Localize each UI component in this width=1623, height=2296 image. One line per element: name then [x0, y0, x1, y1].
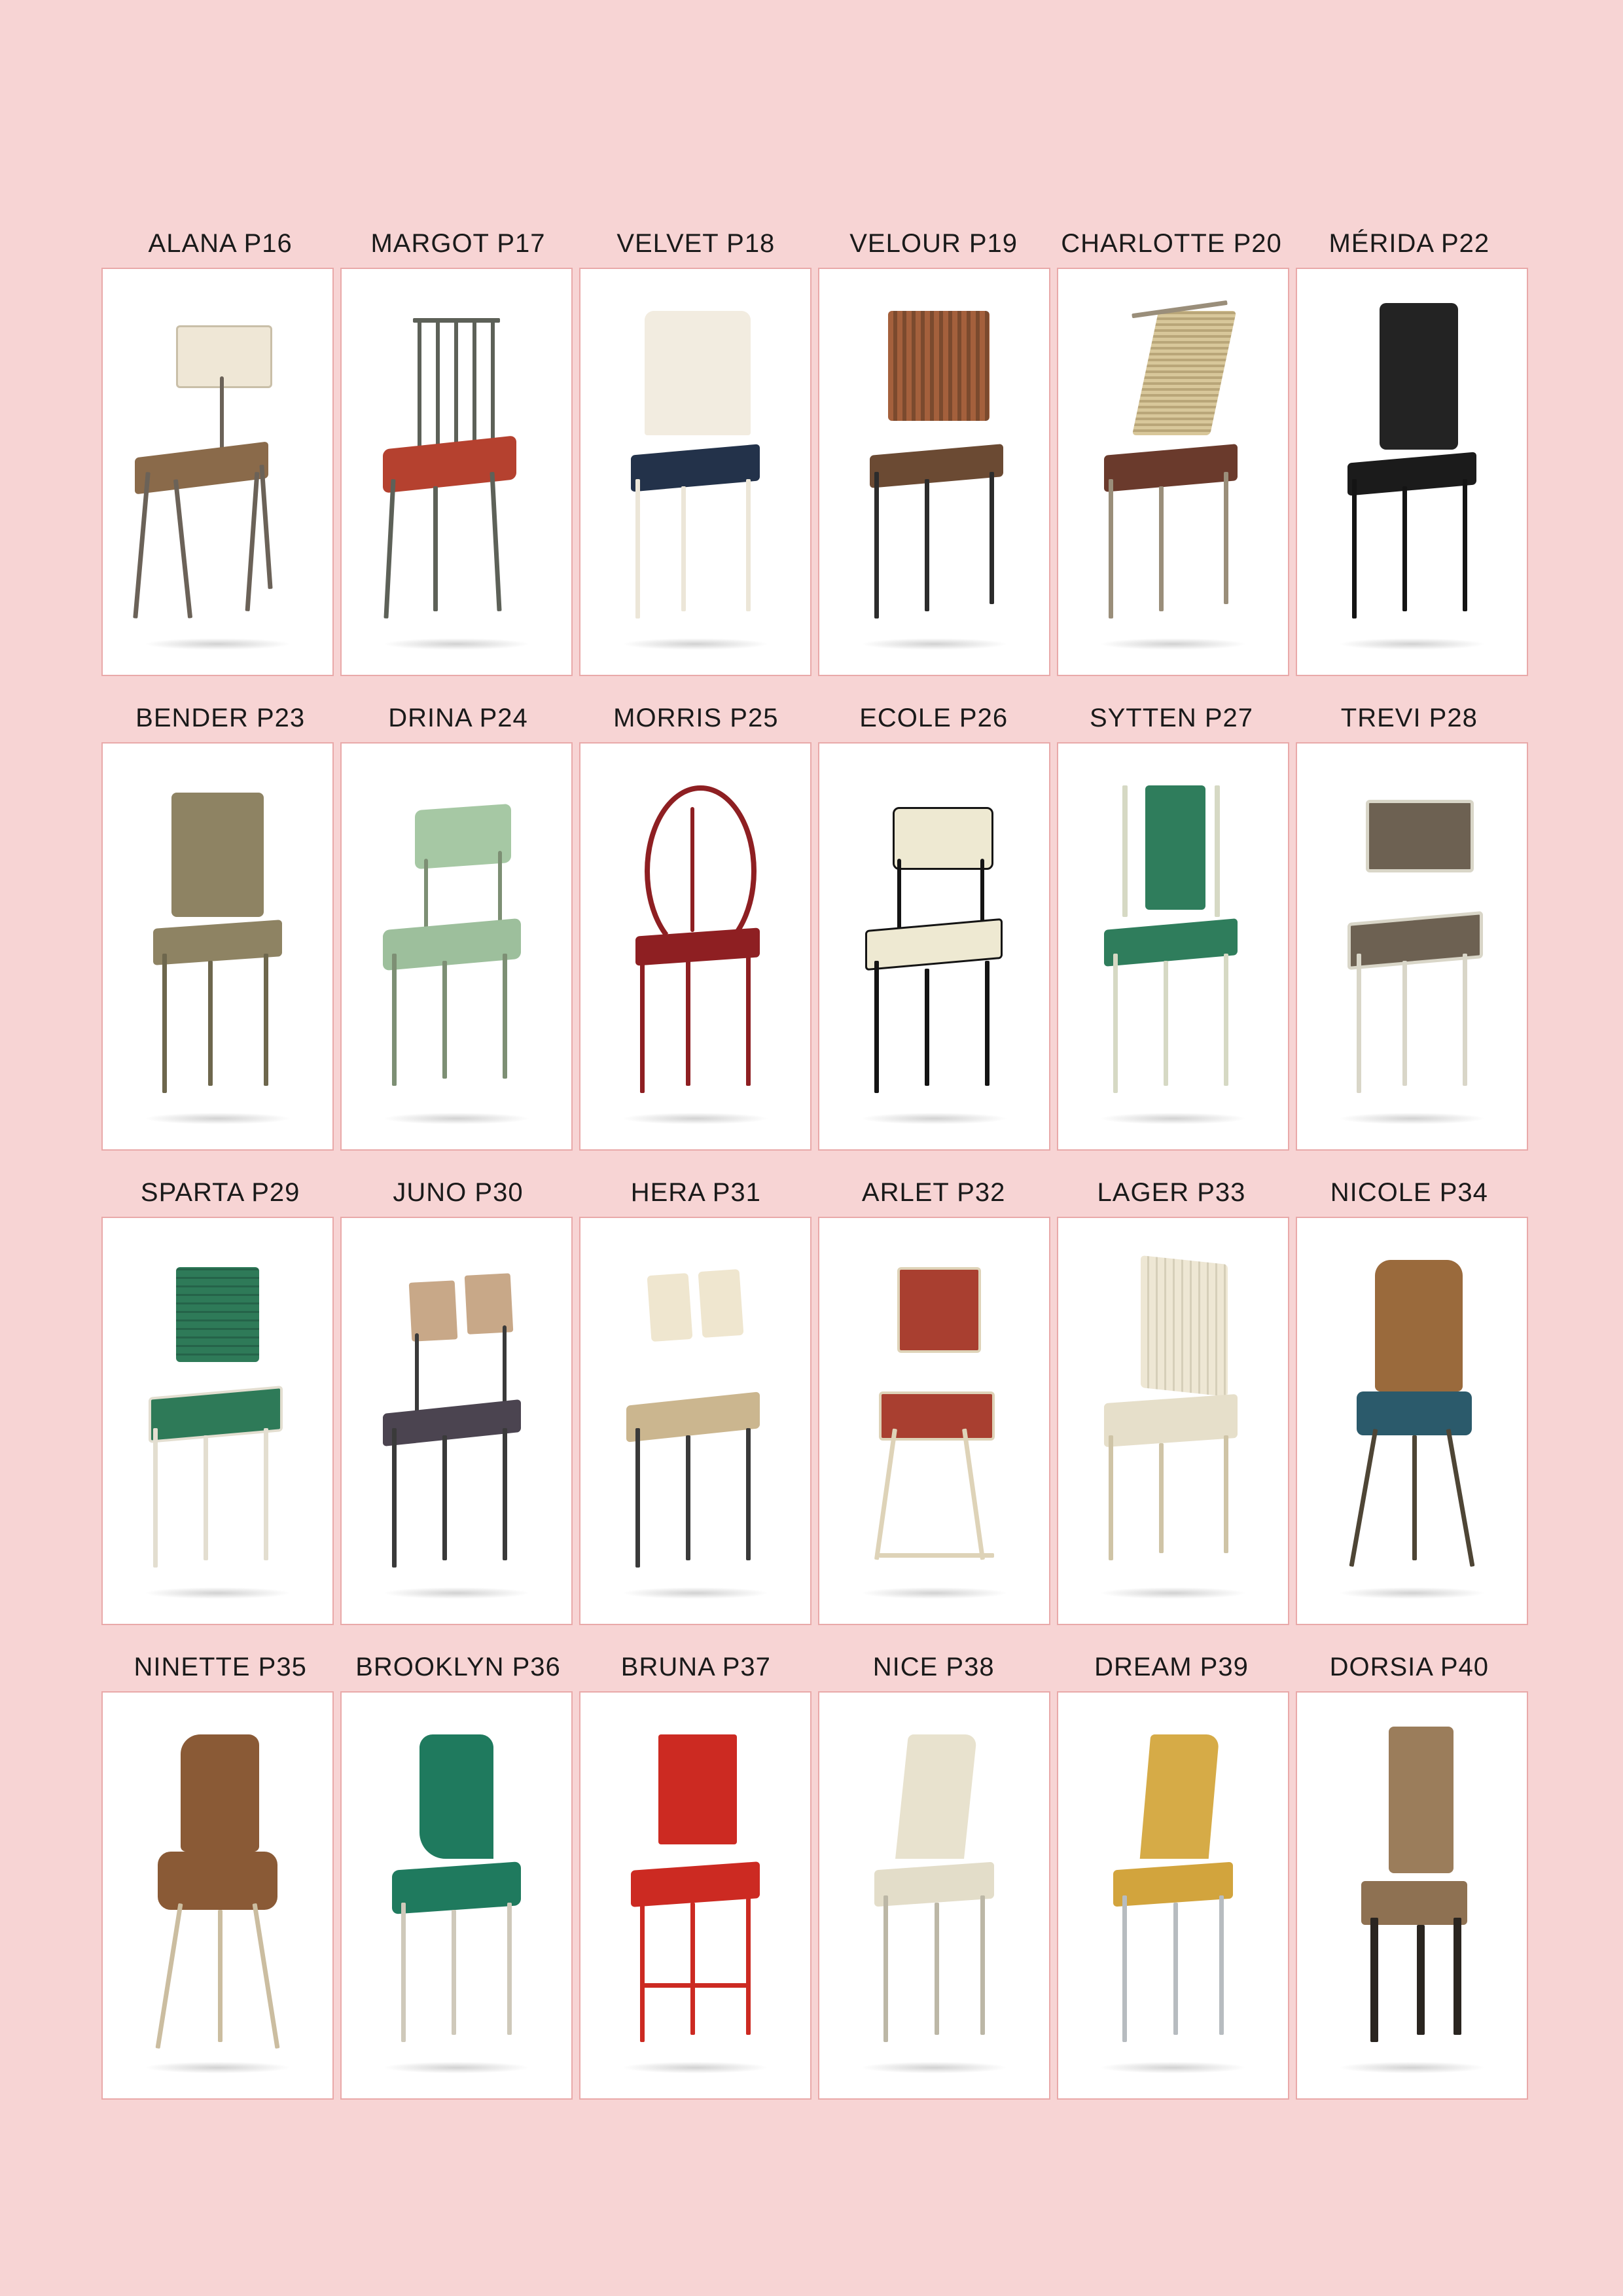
chair-label-margot: MARGOT P17 — [370, 229, 546, 258]
chair-label-lager: LAGER P33 — [1097, 1178, 1246, 1207]
chair-label-trevi: TREVI P28 — [1340, 704, 1478, 732]
chair-image-bruna — [580, 1712, 810, 2079]
chair-image-morris — [580, 763, 810, 1130]
chair-image-sparta — [103, 1238, 332, 1604]
chair-image-merida — [1297, 289, 1527, 655]
chair-cell-nicole[interactable] — [1296, 1217, 1528, 1625]
catalog-row — [101, 1178, 1528, 1625]
chair-label-morris: MORRIS P25 — [613, 704, 779, 732]
chair-image-dorsia — [1297, 1712, 1527, 2079]
chair-image-bender — [103, 763, 332, 1130]
chair-label-brooklyn: BROOKLYN P36 — [355, 1653, 561, 1681]
chair-image-lager — [1058, 1238, 1288, 1604]
chair-cell-juno[interactable] — [340, 1217, 573, 1625]
catalog-row — [101, 1653, 1528, 2100]
chair-label-ecole: ECOLE P26 — [859, 704, 1008, 732]
chair-cell-dorsia[interactable] — [1296, 1691, 1528, 2100]
chair-label-arlet: ARLET P32 — [861, 1178, 1006, 1207]
chair-image-sytten — [1058, 763, 1288, 1130]
chair-label-bender: BENDER P23 — [135, 704, 306, 732]
catalog-row-labels — [101, 704, 1528, 733]
chair-cell-arlet[interactable] — [818, 1217, 1050, 1625]
chair-cell-hera[interactable] — [579, 1217, 812, 1625]
chair-image-juno — [342, 1238, 571, 1604]
catalog-row-labels — [101, 1653, 1528, 1682]
chair-cell-ninette[interactable] — [101, 1691, 334, 2100]
chair-cell-lager[interactable] — [1057, 1217, 1289, 1625]
chair-cell-sparta[interactable] — [101, 1217, 334, 1625]
catalog-row-cells — [101, 1691, 1528, 2100]
chair-cell-bender[interactable] — [101, 742, 334, 1151]
chair-cell-charlotte[interactable] — [1057, 268, 1289, 676]
chair-image-nice — [819, 1712, 1049, 2079]
chair-image-trevi — [1297, 763, 1527, 1130]
chair-cell-alana[interactable] — [101, 268, 334, 676]
chair-image-nicole — [1297, 1238, 1527, 1604]
chair-cell-sytten[interactable] — [1057, 742, 1289, 1151]
catalog-row-cells — [101, 268, 1528, 676]
chair-label-velour: VELOUR P19 — [849, 229, 1018, 258]
catalog-row-labels — [101, 229, 1528, 259]
catalog-row-cells — [101, 742, 1528, 1151]
chair-cell-bruna[interactable] — [579, 1691, 812, 2100]
chair-label-velvet: VELVET P18 — [616, 229, 776, 258]
chair-cell-margot[interactable] — [340, 268, 573, 676]
chair-label-sparta: SPARTA P29 — [140, 1178, 300, 1207]
chair-image-brooklyn — [342, 1712, 571, 2079]
catalog-row — [101, 229, 1528, 676]
chair-label-drina: DRINA P24 — [388, 704, 528, 732]
chair-cell-dream[interactable] — [1057, 1691, 1289, 2100]
catalog-row-labels — [101, 1178, 1528, 1208]
chair-cell-velvet[interactable] — [579, 268, 812, 676]
chair-label-merida: MÉRIDA P22 — [1329, 229, 1490, 258]
chair-label-alana: ALANA P16 — [148, 229, 293, 258]
chair-image-velvet — [580, 289, 810, 655]
chair-catalog-grid — [101, 229, 1528, 2127]
chair-image-alana — [103, 289, 332, 655]
chair-cell-velour[interactable] — [818, 268, 1050, 676]
chair-image-hera — [580, 1238, 810, 1604]
catalog-row-cells — [101, 1217, 1528, 1625]
chair-image-charlotte — [1058, 289, 1288, 655]
chair-label-juno: JUNO P30 — [393, 1178, 524, 1207]
chair-label-dream: DREAM P39 — [1094, 1653, 1249, 1681]
chair-cell-ecole[interactable] — [818, 742, 1050, 1151]
chair-cell-trevi[interactable] — [1296, 742, 1528, 1151]
chair-label-hera: HERA P31 — [630, 1178, 761, 1207]
chair-label-nicole: NICOLE P34 — [1330, 1178, 1488, 1207]
chair-cell-morris[interactable] — [579, 742, 812, 1151]
chair-cell-merida[interactable] — [1296, 268, 1528, 676]
chair-image-arlet — [819, 1238, 1049, 1604]
chair-image-dream — [1058, 1712, 1288, 2079]
chair-label-bruna: BRUNA P37 — [620, 1653, 771, 1681]
chair-label-dorsia: DORSIA P40 — [1329, 1653, 1489, 1681]
chair-cell-brooklyn[interactable] — [340, 1691, 573, 2100]
chair-cell-nice[interactable] — [818, 1691, 1050, 2100]
chair-label-ninette: NINETTE P35 — [134, 1653, 307, 1681]
chair-label-sytten: SYTTEN P27 — [1089, 704, 1254, 732]
catalog-row — [101, 704, 1528, 1151]
chair-image-ecole — [819, 763, 1049, 1130]
chair-image-drina — [342, 763, 571, 1130]
chair-image-ninette — [103, 1712, 332, 2079]
chair-image-margot — [342, 289, 571, 655]
chair-image-velour — [819, 289, 1049, 655]
chair-label-charlotte: CHARLOTTE P20 — [1061, 229, 1282, 258]
chair-label-nice: NICE P38 — [872, 1653, 995, 1681]
chair-cell-drina[interactable] — [340, 742, 573, 1151]
